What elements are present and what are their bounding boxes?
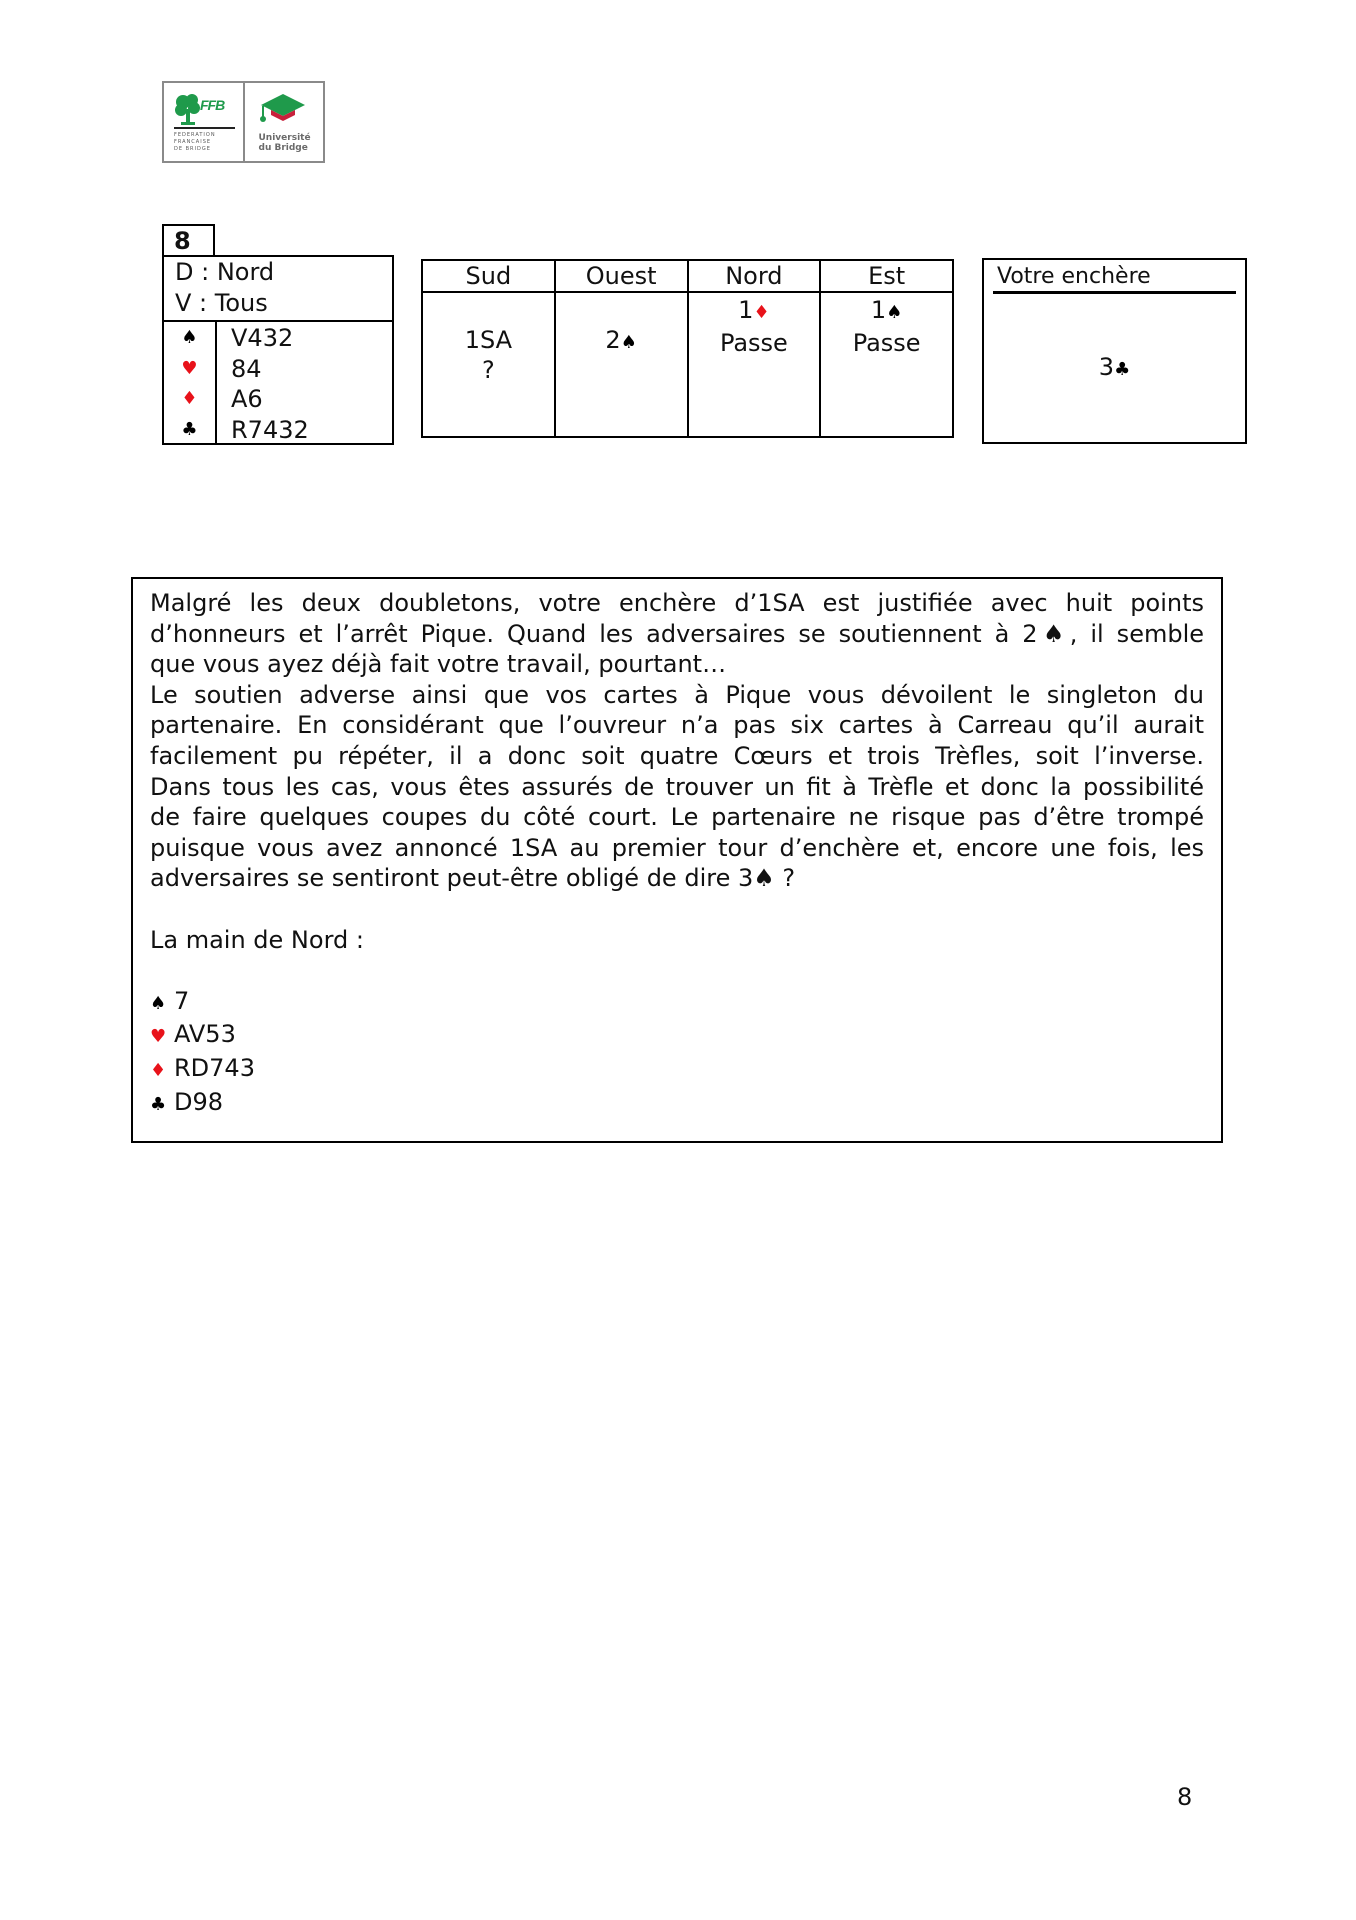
spacer: [150, 955, 1204, 986]
heart-icon: ♥: [181, 357, 198, 379]
north-heart-cards: AV53: [174, 1020, 236, 1049]
column-ouest: [555, 292, 688, 437]
club-icon: ♣: [150, 1093, 167, 1115]
heart-cards: 84: [231, 354, 262, 383]
bid-empty: [557, 295, 686, 325]
spade-icon: ♠: [181, 327, 198, 348]
bidding-body-row: [422, 292, 953, 437]
comment-line: adversaires se sentiront peut-être obligé de dire 3♠ ?: [150, 864, 796, 893]
board-number: 8: [162, 224, 215, 257]
bid-level: 1: [738, 296, 754, 324]
bid-nord-2: Passe: [719, 329, 788, 357]
comment-line: que vous ayez déjà fait votre travail, pourtant…: [150, 650, 727, 679]
bid-level: 2: [605, 326, 621, 354]
bidding-table: [421, 259, 954, 438]
dealer-label: D : Nord: [175, 258, 275, 286]
answer-box: [982, 258, 1247, 444]
universite-caption-line: du Bridge: [258, 143, 308, 153]
graduation-cap-icon: [255, 91, 311, 131]
header-sud: Sud: [422, 260, 555, 292]
comment-line: puisque vous avez annoncé 1SA au premier tour d’enchère et, encore une fois, les: [150, 833, 1204, 862]
north-hand-title: La main de Nord :: [150, 925, 364, 954]
ffb-logo-left: [164, 83, 243, 161]
column-est: [820, 292, 953, 437]
comment-line: partenaire. En considérant que l’ouvreur n’a pas six cartes à Carreau qu’il aurait: [150, 711, 1204, 740]
bid-nord-1: [690, 295, 819, 328]
north-hearts: [150, 1019, 1204, 1053]
bid-level: 1: [870, 296, 887, 324]
comment-line: Dans tous les cas, vous êtes assurés de trouver un fit à Trèfle et donc la possibilité: [150, 772, 1204, 801]
north-spades: [150, 986, 1204, 1020]
south-hand-box: [162, 255, 394, 445]
comment-line: Malgré les deux doubletons, votre enchère d’1SA est justifiée avec huit points: [150, 589, 1204, 617]
diamond-icon: ♦: [181, 388, 198, 409]
answer-title: Votre enchère: [993, 260, 1236, 294]
commentary-box: [131, 577, 1223, 1143]
column-sud: [422, 292, 555, 437]
vulnerability-label: V : Tous: [175, 289, 268, 317]
spade-cards: V432: [231, 324, 294, 352]
diamond-icon: ♦: [150, 1059, 167, 1081]
bid-ouest-1: [557, 325, 686, 358]
ffb-caption-line: FRANCAISE: [174, 139, 212, 145]
suit-symbols-column: [164, 322, 217, 445]
header-est: Est: [820, 260, 953, 292]
deal-info: [164, 257, 392, 322]
tree-icon: [174, 93, 202, 127]
north-club-cards: D98: [174, 1087, 224, 1116]
universite-caption: [259, 133, 311, 153]
diamond-icon: ♦: [753, 302, 770, 323]
comment-line: Le soutien adverse ainsi que vos cartes à Pique vous dévoilent le singleton du: [150, 680, 1204, 709]
header-nord: Nord: [688, 260, 821, 292]
ffb-caption-line: DE BRIDGE: [174, 146, 211, 152]
club-icon: ♣: [181, 418, 198, 440]
universite-caption-line: Université: [258, 133, 311, 143]
bid-est-1: [822, 295, 951, 328]
spade-icon: ♠: [886, 302, 903, 323]
ffb-wordmark: FFB: [200, 97, 225, 113]
answer-bid: [984, 353, 1245, 381]
page-number: 8: [1177, 1783, 1193, 1811]
north-spade-cards: 7: [174, 986, 190, 1015]
bid-sud-2: ?: [482, 356, 495, 384]
column-nord: [688, 292, 821, 437]
north-clubs: [150, 1087, 1204, 1121]
logo-divider: [174, 127, 235, 129]
ffb-caption-line: FEDERATION: [174, 132, 216, 138]
ffb-logo: [162, 81, 325, 163]
bid-empty: [424, 295, 553, 325]
north-diamond-cards: RD743: [174, 1053, 255, 1082]
north-diamonds: [150, 1053, 1204, 1087]
bidding-header-row: [422, 260, 953, 292]
comment-line: facilement pu répéter, il a donc soit quatre Cœurs et trois Trèfles, soit l’inverse.: [150, 741, 1204, 770]
heart-icon: ♥: [150, 1026, 167, 1048]
ffb-caption: [174, 132, 237, 153]
cards-column: [217, 322, 392, 445]
comment-line: d’honneurs et l’arrêt Pique. Quand les adversaires se soutiennent à 2♠, il semble: [150, 619, 1204, 648]
hand-suits: [164, 322, 392, 445]
bid-est-2: Passe: [852, 329, 921, 357]
spade-icon: ♠: [620, 332, 637, 353]
comment-line: de faire quelques coupes du côté court. Le partenaire ne risque pas d’être trompé: [150, 803, 1204, 832]
club-icon: ♣: [1114, 359, 1131, 380]
answer-bid-level: 3: [1098, 353, 1115, 381]
universite-logo: [243, 83, 324, 161]
spade-icon: ♠: [150, 992, 167, 1014]
diamond-cards: A6: [231, 385, 263, 413]
club-cards: R7432: [231, 415, 309, 444]
spacer: [150, 894, 1204, 925]
bid-sud-1: 1SA: [464, 326, 513, 354]
header-ouest: Ouest: [555, 260, 688, 292]
